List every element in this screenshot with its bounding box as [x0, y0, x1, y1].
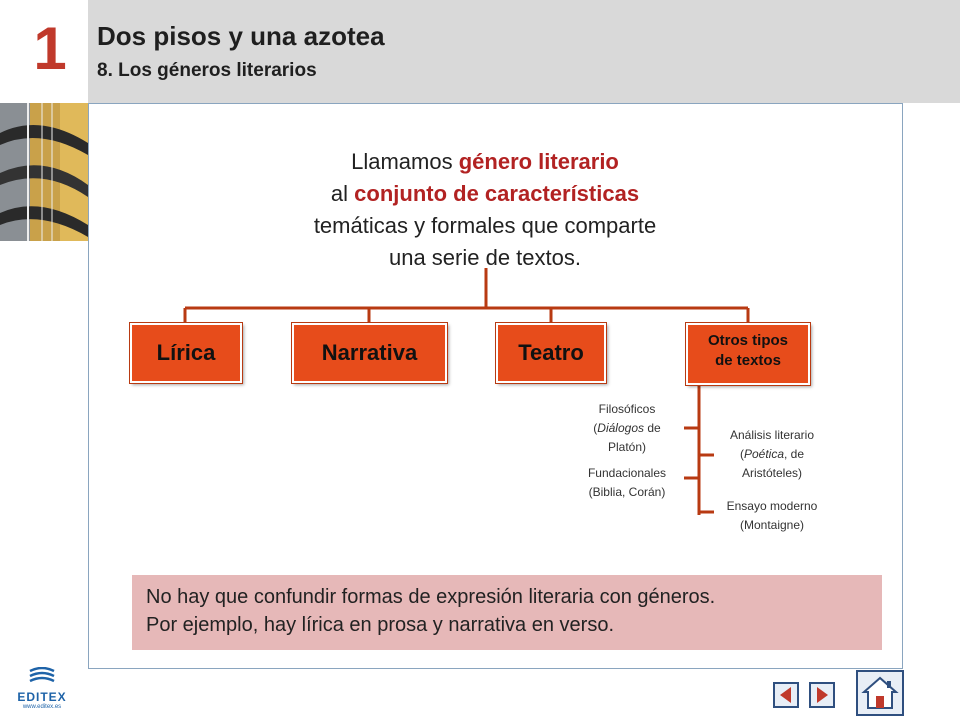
subtype-filosoficos-italic: Diálogos	[597, 421, 644, 435]
editex-logo	[14, 667, 70, 710]
arrow-left-icon	[775, 684, 797, 706]
subtype-fundacionales-line2: (Biblia, Corán)	[588, 485, 666, 499]
genre-box-teatro: Teatro	[496, 323, 606, 383]
subtype-filosoficos-rest: de	[644, 421, 661, 435]
logo-text: EDITEX	[17, 690, 67, 704]
subtype-fundacionales	[572, 464, 682, 502]
genre-box-lirica: Lírica	[130, 323, 242, 383]
subtype-filosoficos-line1: Filosóficos	[598, 402, 656, 416]
subtype-ensayo	[712, 497, 832, 535]
intro-text-4: una serie de textos.	[388, 245, 581, 270]
note-line1: No hay que confundir formas de expresión literaria con géneros.	[146, 586, 716, 608]
subtype-filosoficos: Filosóficos (Diálogos de Platón)	[593, 402, 661, 454]
arrow-right-icon	[811, 684, 833, 706]
subtype-analisis-rest: , de	[784, 447, 805, 461]
genre-box-narrativa: Narrativa	[292, 323, 447, 383]
subtype-ensayo-line2: (Montaigne)	[739, 518, 805, 532]
subtype-analisis-italic: Poética	[743, 447, 784, 461]
subtype-fundacionales-line1: Fundacionales	[587, 466, 667, 480]
note-box	[132, 575, 882, 650]
subtype-analisis: Análisis literario (Poética, de Aristóteles)	[729, 428, 815, 480]
logo-url: www.editex.es	[22, 704, 62, 710]
editex-logo-icon	[14, 667, 70, 685]
next-button[interactable]	[809, 682, 835, 708]
unit-number: 1	[33, 15, 67, 82]
page-title: Dos pisos y una azotea	[97, 21, 385, 51]
intro-text-3: temáticas y formales que comparte	[313, 213, 657, 238]
otros-label-line2: de textos	[715, 352, 781, 369]
subtype-filosoficos-line3: Platón)	[607, 440, 647, 454]
subtype-analisis-line3: Aristóteles)	[741, 466, 803, 480]
home-icon	[858, 672, 902, 714]
intro-highlight-conjunto: conjunto de características	[354, 181, 640, 206]
prev-button[interactable]	[773, 682, 799, 708]
intro-text-2: al	[330, 181, 355, 206]
otros-label-line1: Otros tipos	[707, 332, 788, 349]
intro-text-1: Llamamos	[351, 149, 459, 174]
page-subtitle: 8. Los géneros literarios	[97, 60, 317, 81]
subtype-analisis-line1: Análisis literario	[729, 428, 815, 442]
note-line2: Por ejemplo, hay lírica en prosa y narrativa en verso.	[146, 614, 614, 636]
home-button[interactable]	[856, 670, 904, 716]
subtype-ensayo-line1: Ensayo moderno	[726, 499, 818, 513]
intro-highlight-genero: género literario	[458, 149, 619, 174]
genre-box-otros	[686, 323, 810, 385]
